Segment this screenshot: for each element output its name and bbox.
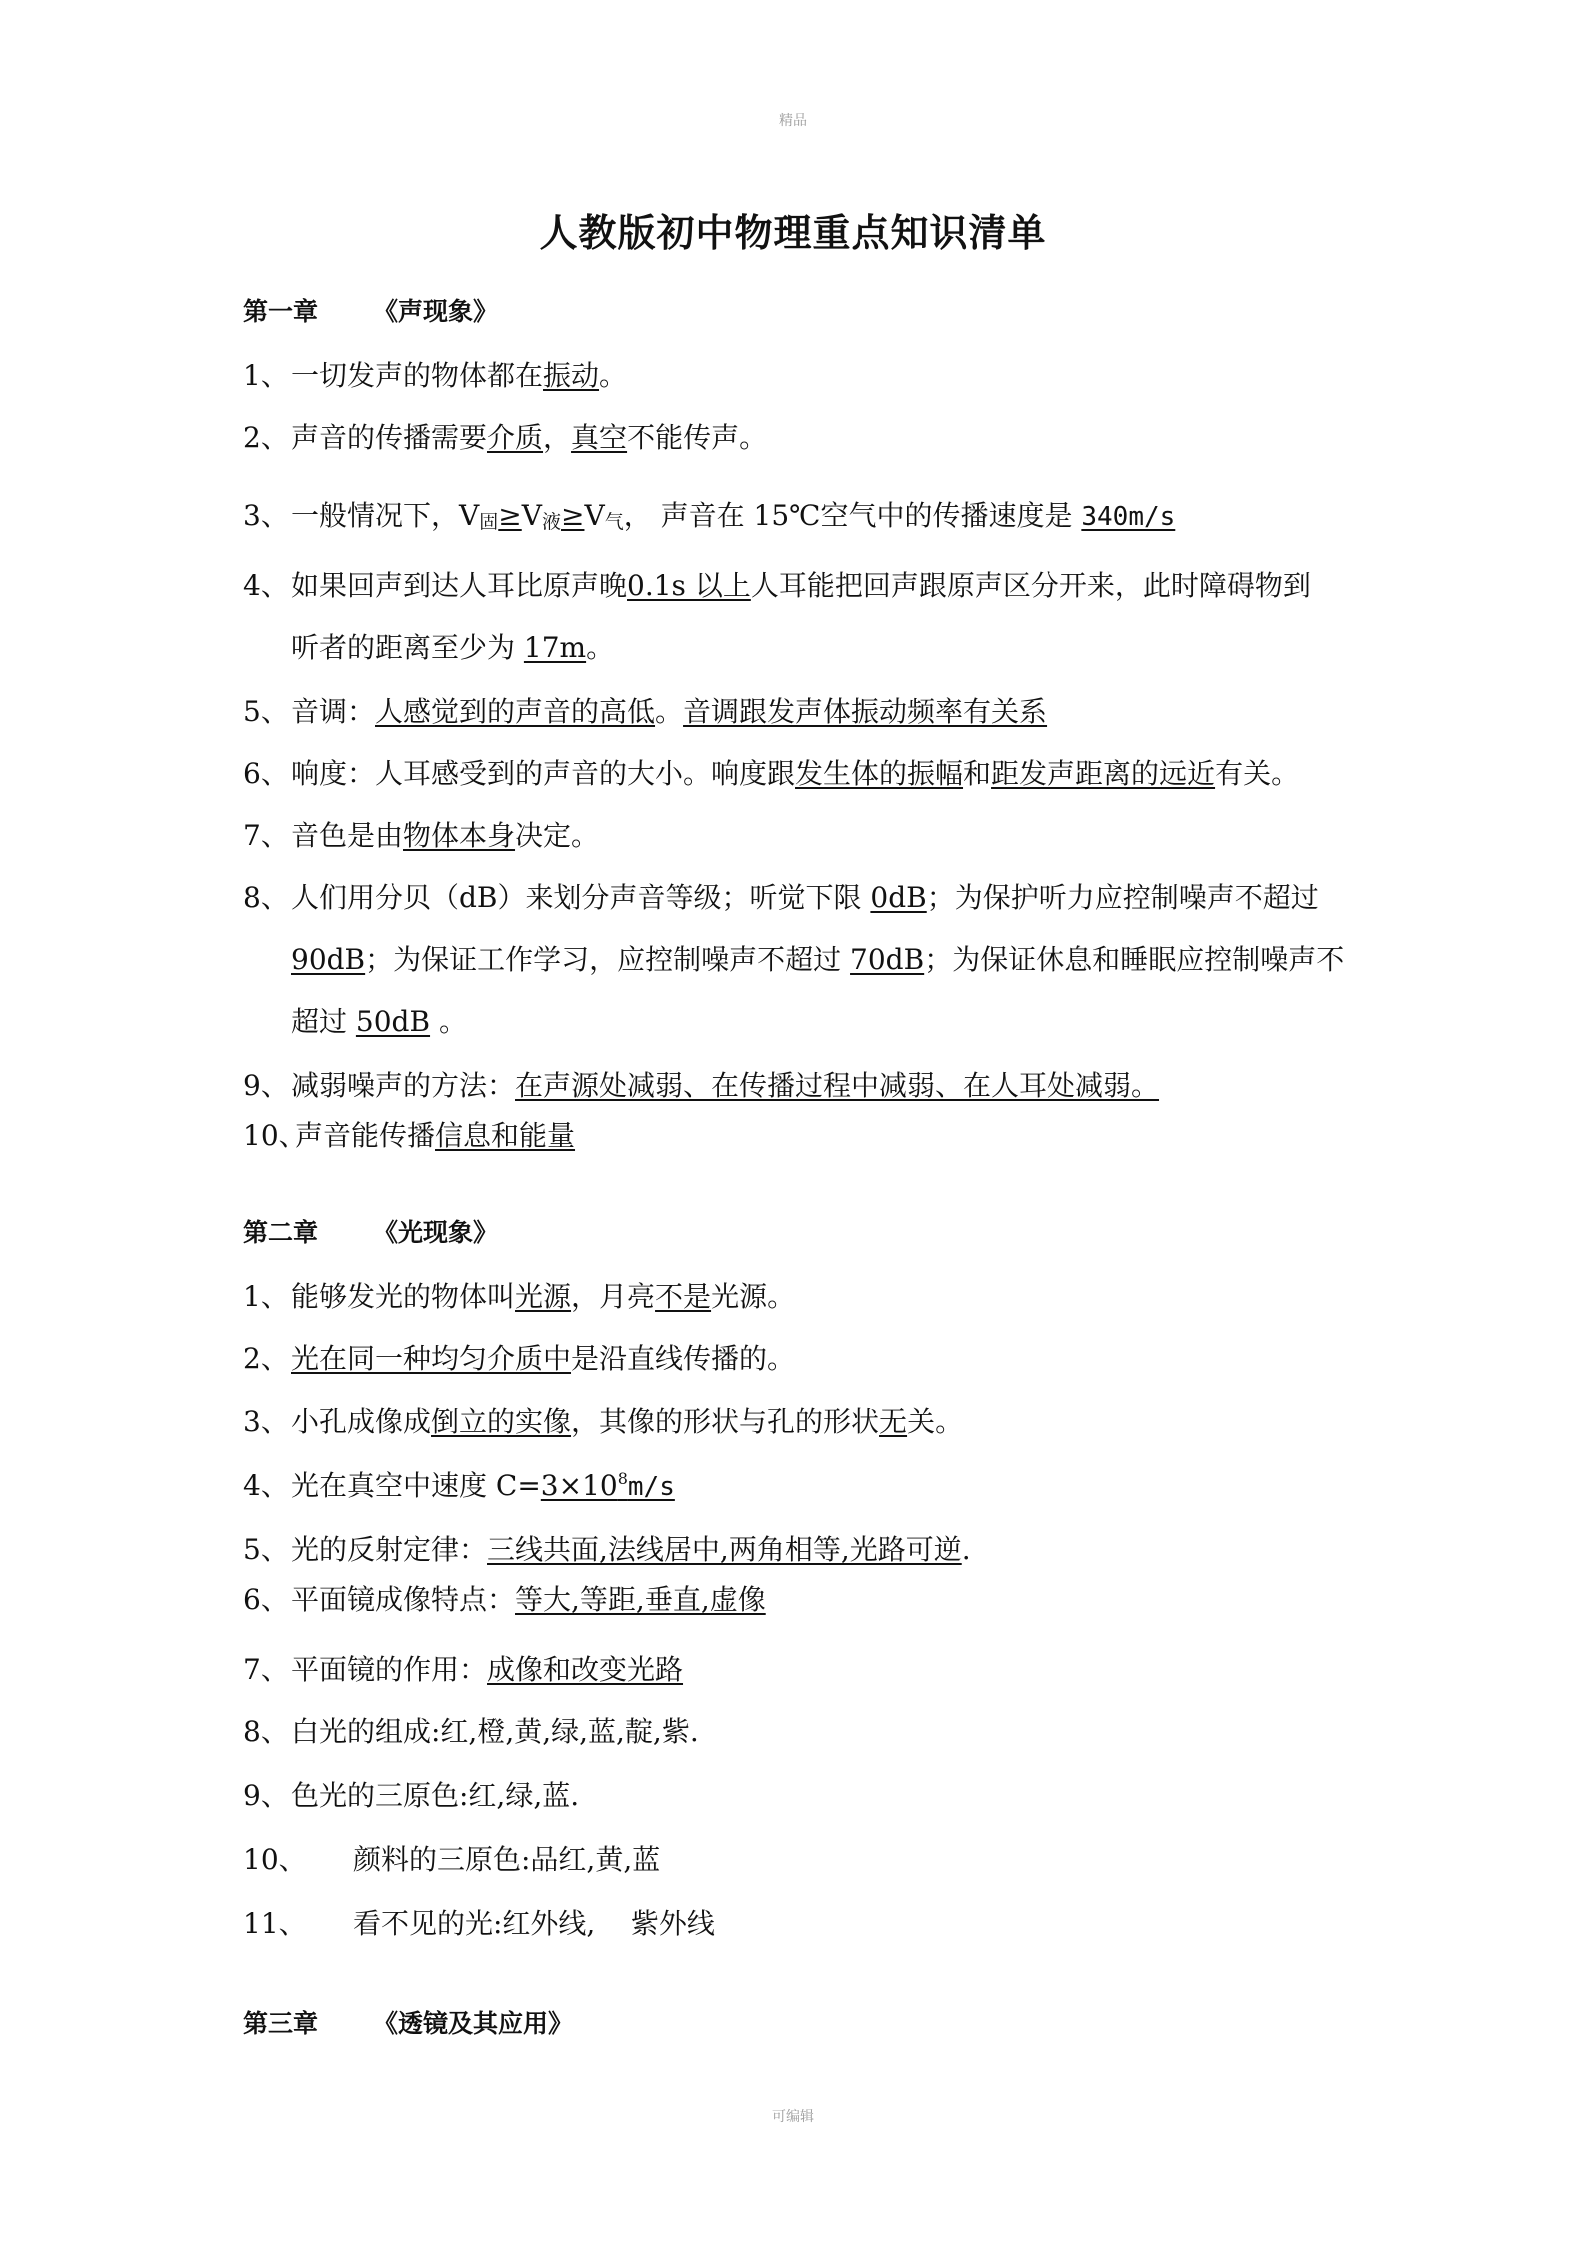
chapter-2-name: 《光现象》 (373, 1218, 499, 1247)
ch1-item-7: 7、音色是由物体本身决定。 (243, 819, 600, 852)
ch2-item-6: 6、平面镜成像特点：等大,等距,垂直,虚像 (243, 1583, 766, 1616)
chapter-2-heading (243, 1213, 498, 1249)
ch2-item-1: 1、能够发光的物体叫光源，月亮不是光源。 (243, 1280, 796, 1313)
page-header: 精品 (779, 113, 807, 129)
chapter-1-label: 第一章 (243, 297, 319, 326)
ch1-item-5: 5、音调：人感觉到的声音的高低。音调跟发声体振动频率有关系 (243, 695, 1048, 728)
ch1-item-8-continued-2: 超过 50dB 。 (291, 1005, 467, 1038)
ch2-item-7: 7、平面镜的作用：成像和改变光路 (243, 1653, 684, 1686)
chapter-1-name: 《声现象》 (373, 297, 499, 326)
ch2-item-5: 5、光的反射定律：三线共面,法线居中,两角相等,光路可逆. (243, 1533, 971, 1566)
ch1-item-8: 8、人们用分贝（dB）来划分声音等级；听觉下限 0dB；为保护听力应控制噪声不超过 (243, 881, 1319, 914)
ch2-item-9: 9、色光的三原色:红,绿,蓝. (243, 1779, 580, 1812)
ch1-item-1: 1、一切发声的物体都在振动。 (243, 359, 628, 392)
ch2-item-11: 11、 看不见的光:红外线, 紫外线 (243, 1907, 715, 1940)
chapter-2-label: 第二章 (243, 1218, 319, 1247)
ch1-item-3: 3、一般情况下，V固≥V液≥V气， 声音在 15℃空气中的传播速度是 340m/s (243, 499, 1176, 533)
document-title: 人教版初中物理重点知识清单 (539, 210, 1047, 255)
ch1-item-4-continued: 听者的距离至少为 17m。 (291, 631, 615, 664)
ch2-item-2: 2、光在同一种均匀介质中是沿直线传播的。 (243, 1342, 796, 1375)
chapter-1-heading (243, 292, 498, 328)
chapter-3-label: 第三章 (243, 2009, 319, 2038)
ch1-item-2: 2、声音的传播需要介质，真空不能传声。 (243, 421, 768, 454)
ch1-item-8-continued-1: 90dB；为保证工作学习，应控制噪声不超过 70dB；为保证休息和睡眠应控制噪声不 (291, 943, 1345, 976)
ch1-item-6: 6、响度：人耳感受到的声音的大小。响度跟发生体的振幅和距发声距离的远近有关。 (243, 757, 1300, 790)
chapter-3-name: 《透镜及其应用》 (373, 2009, 574, 2038)
chapter-3-heading (243, 2004, 573, 2040)
page-footer: 可编辑 (772, 2109, 814, 2125)
ch1-item-4: 4、如果回声到达人耳比原声晚0.1s 以上人耳能把回声跟原声区分开来，此时障碍物到 (243, 569, 1311, 602)
ch1-item-10: 10、声音能传播信息和能量 (243, 1119, 576, 1152)
ch2-item-10: 10、 颜料的三原色:品红,黄,蓝 (243, 1843, 661, 1876)
ch1-item-9: 9、减弱噪声的方法：在声源处减弱、在传播过程中减弱、在人耳处减弱。 (243, 1069, 1160, 1102)
ch2-item-4: 4、光在真空中速度 $C=3\times 10^8m/s$ (243, 1469, 675, 1502)
light-speed-value: $3\times 10^8m/s$ (540, 1469, 675, 1502)
ch2-item-8: 8、白光的组成:红,橙,黄,绿,蓝,靛,紫. (243, 1715, 699, 1748)
ch2-item-3: 3、小孔成像成倒立的实像，其像的形状与孔的形状无关。 (243, 1405, 964, 1438)
